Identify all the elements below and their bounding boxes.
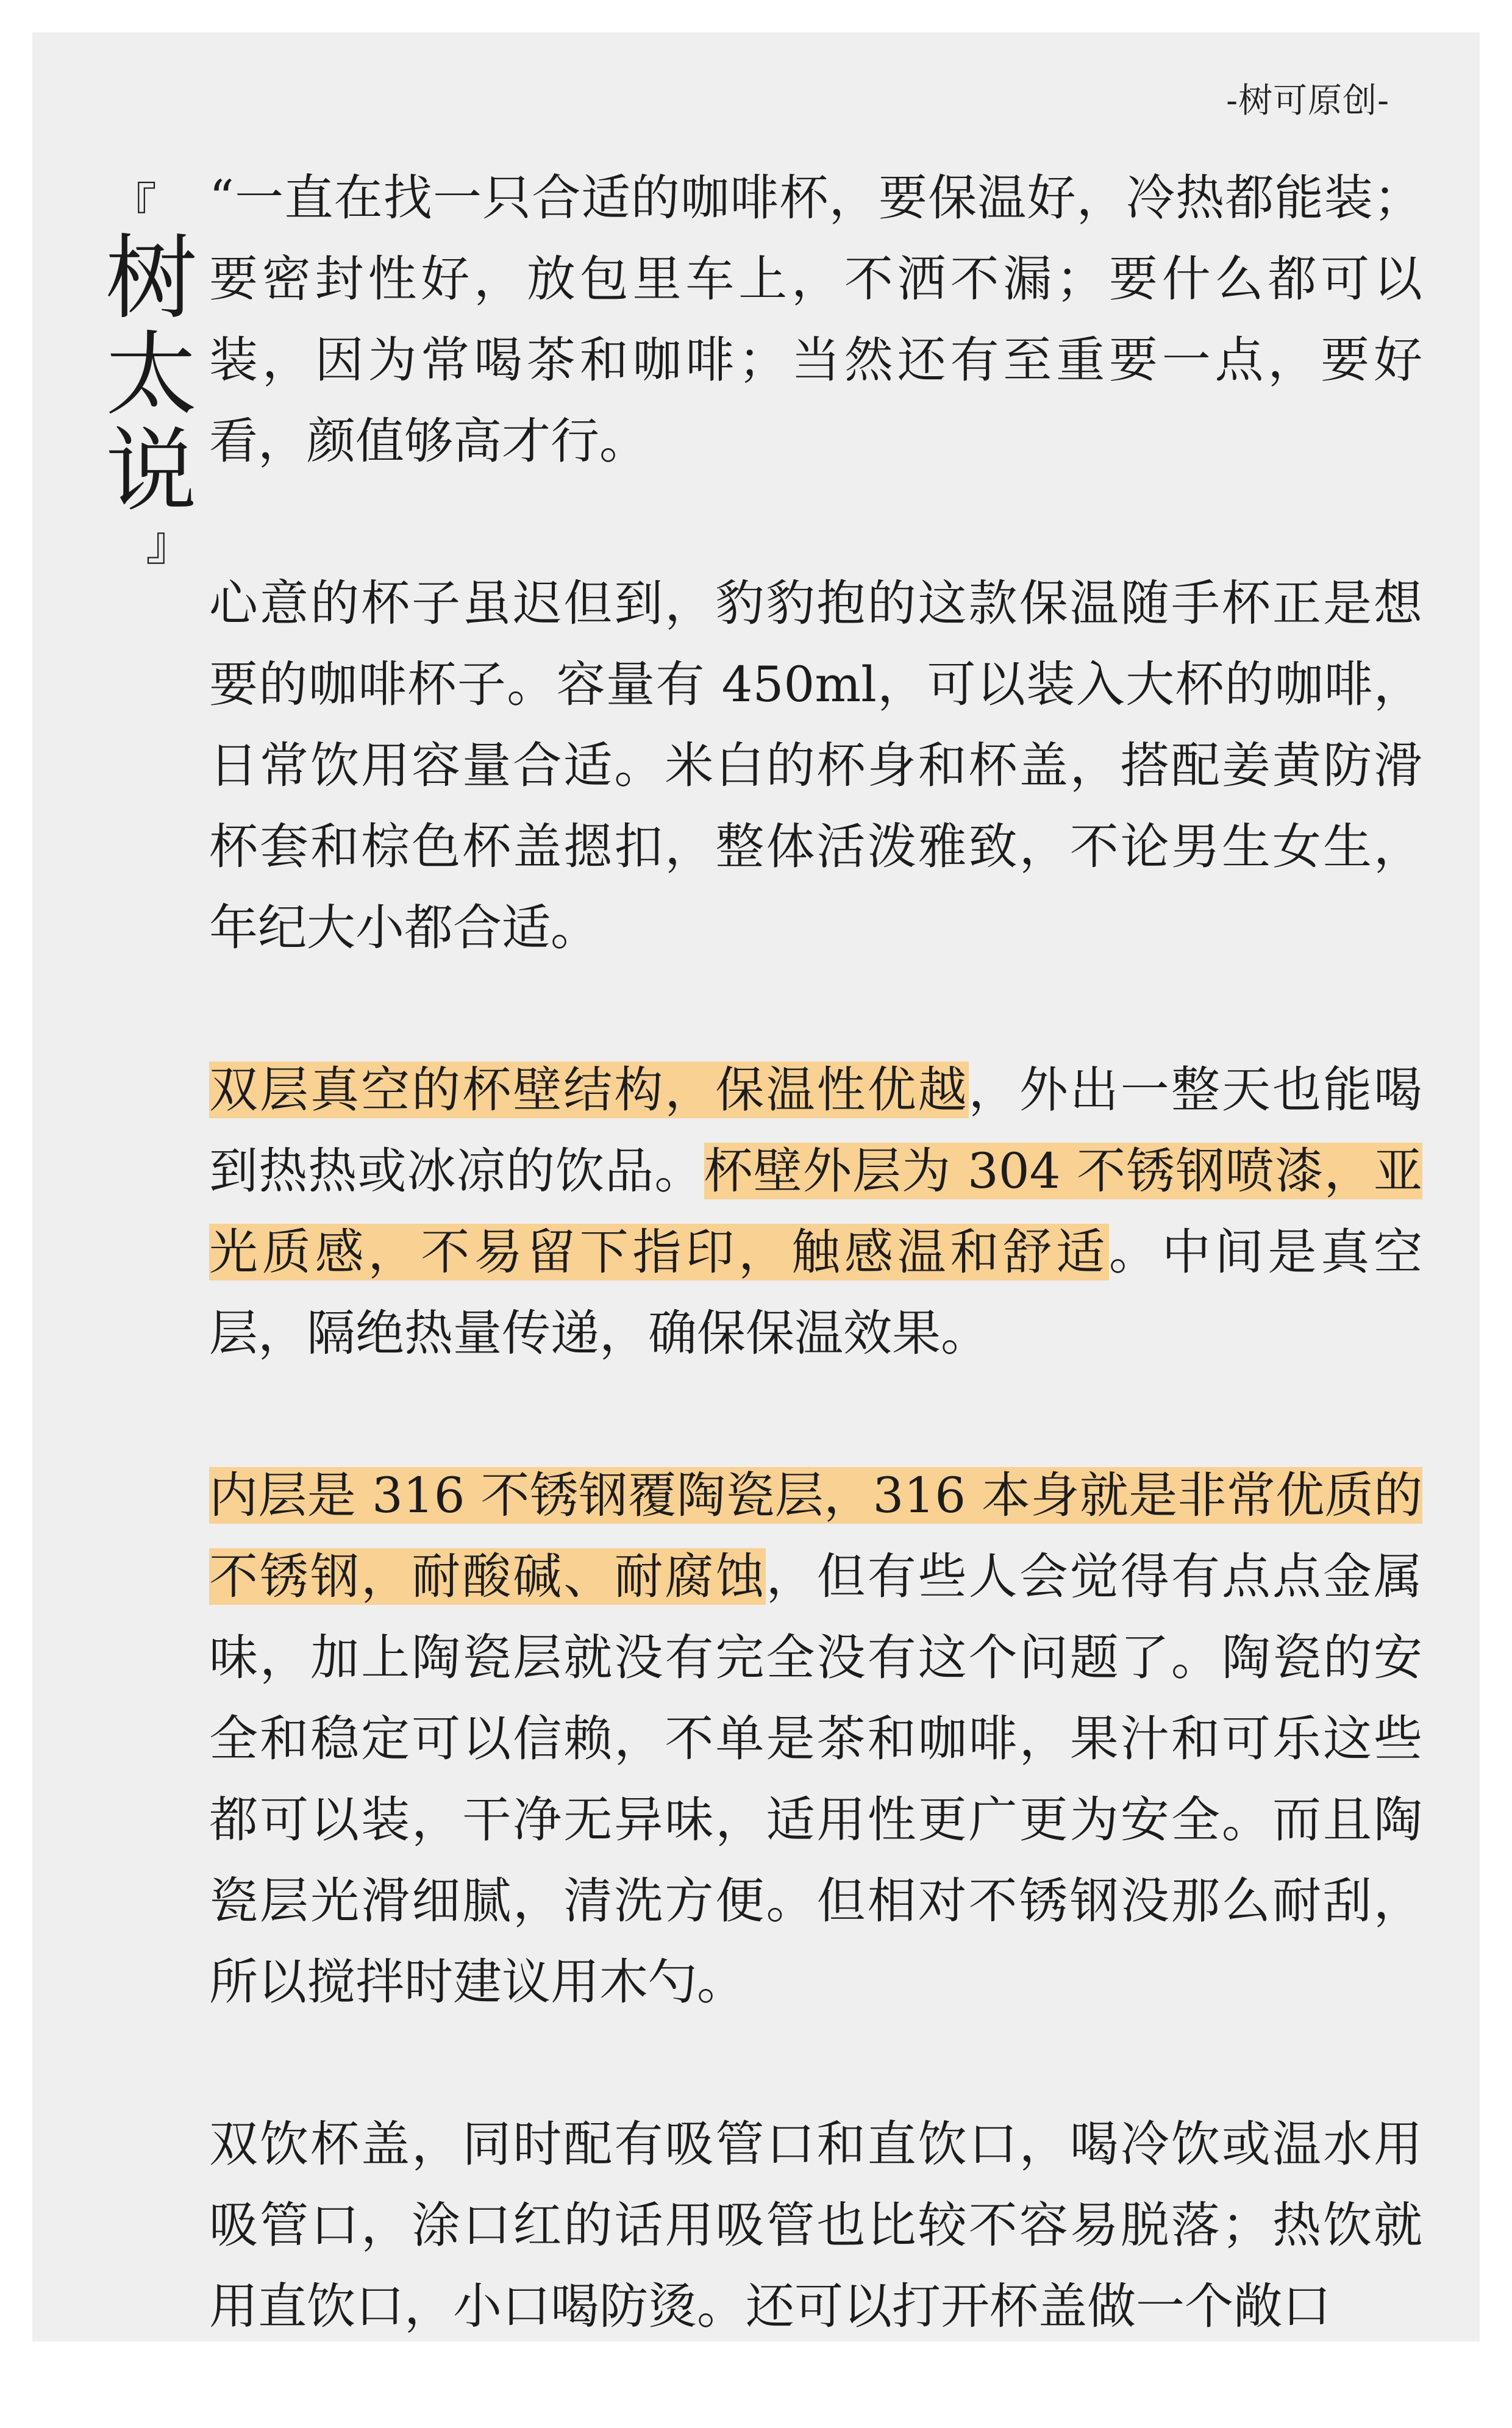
paragraph: [209, 563, 1422, 968]
title-close-bracket: 』: [145, 516, 193, 571]
title-open-bracket: 『: [109, 179, 157, 234]
article-body: [209, 157, 1422, 2428]
paragraph: [209, 157, 1422, 482]
paragraph: [209, 1455, 1422, 2023]
text-segment: 双饮杯盖，同时配有吸管口和直饮口，喝冷饮或温水用吸管口，涂口红的话用吸管也比较不容易脱落；热饮就用直饮口，小口喝防烫。还可以打开杯盖做一个敞口: [209, 2116, 1422, 2335]
article-card: [32, 32, 1480, 2341]
highlighted-text: 杯壁外层为 304 不锈钢喷漆，亚光质感，不易留下指印，触感温和舒适: [209, 1143, 1422, 1280]
title-char: 太: [105, 322, 198, 428]
paragraph: [209, 2104, 1422, 2347]
highlighted-text: 双层真空的杯壁结构，保温性优越: [209, 1062, 969, 1118]
text-segment: “一直在找一只合适的咖啡杯，要保温好，冷热都能装；要密封性好，放包里车上，不洒不漏；要什么都可以装，因为常喝茶和咖啡；当然还有至重要一点，要好看，颜值够高才行。: [209, 170, 1422, 470]
highlighted-text: 内层是 316 不锈钢覆陶瓷层，316 本身就是非常优质的不锈钢，耐酸碱、耐腐蚀: [209, 1467, 1422, 1605]
text-segment: 。中间是真空层，隔绝热量传递，确保保温效果。: [209, 1224, 1423, 1362]
text-segment: ，但有些人会觉得有点点金属味，加上陶瓷层就没有完全没有这个问题了。陶瓷的安全和稳定可以信赖，不单是茶和咖啡，果汁和可乐这些都可以装，干净无异味，适用性更广更为安全。而且陶瓷层光滑细腻，清洗方便。但相对不锈钢没那么耐刮，所以搅拌时建议用木勺。: [209, 1548, 1423, 2010]
column-title: [105, 179, 198, 571]
text-segment: ，外出一整天也能喝到热热或冰凉的饮品。: [209, 1062, 1423, 1199]
text-segment: 心意的杯子虽迟但到，豹豹抱的这款保温随手杯正是想要的咖啡杯子。容量有 450ml，可以装入大杯的咖啡，日常饮用容量合适。米白的杯身和杯盖，搭配姜黄防滑杯套和棕色杯盖摁扣，整体活泼雅致，不论男生女生，年纪大小都合适。: [209, 575, 1422, 956]
original-credit: -树可原创-: [1226, 81, 1389, 121]
title-char: 说: [105, 418, 198, 524]
title-char: 树: [105, 226, 198, 332]
paragraph: [209, 1049, 1422, 1374]
